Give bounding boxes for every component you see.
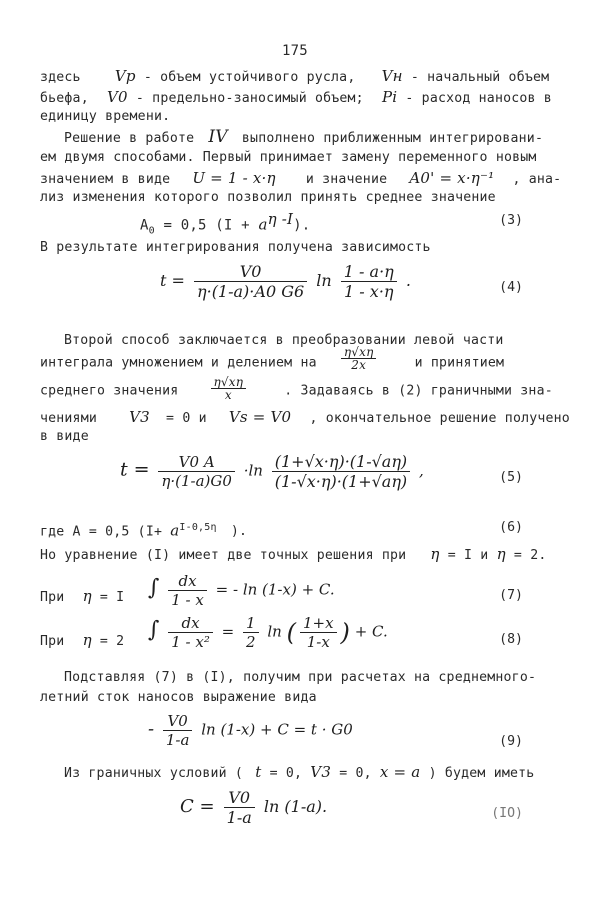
text: интеграла умножением и делением на [40,355,317,371]
text: , окончательное решение получено [309,411,570,426]
text-line [40,89,552,107]
symbol-v0: V0 [106,88,128,106]
eq5-numerator: V0 A [158,453,235,472]
equation-3 [140,211,310,239]
eq8-denominator: 1 - x² [171,633,210,651]
eq7-rhs: = - ln (1-x) + C. [215,580,335,599]
equation-number: (3) [499,213,523,228]
text-line [40,375,553,402]
eq7-numerator: dx [168,572,207,591]
eq8-end: + C. [354,622,388,641]
symbol-eta: η [82,631,92,649]
eq10-fraction [224,788,255,827]
text: - объем устойчивого русла, [143,70,356,85]
text: и значение [305,172,388,187]
text-line: В результате интегрирования получена зависимость [40,240,431,255]
equation-number: (5) [499,470,523,485]
multiplier-numerator: η√xη [341,346,377,359]
text: - расход наносов в [405,91,552,106]
symbol-pi: Pi [381,88,398,106]
eq3-a: a [258,215,268,234]
text: среднего значения [40,383,179,399]
text-line [40,588,124,606]
equation-8 [148,614,388,651]
symbol-eta: η [430,545,440,563]
text-line: лиз изменения которого позволил принять среднее значение [40,190,496,205]
eq8-half-numerator: 1 [243,614,259,633]
eq9-rhs: ln (1-x) + C = t · G0 [201,720,353,739]
eq5-numerator-2: (1+√x·η)·(1-√aη) [272,452,410,472]
text-line [40,170,561,188]
symbol-x-eq-a: x = a [379,763,421,781]
eq8-half [243,614,259,651]
text: чениями [40,411,97,426]
eq8-fraction [168,614,213,651]
text: выполнено приближенным интегрировани- [241,131,544,146]
symbol-vs-expression: Vs = V0 [228,408,292,426]
eq3-mid: = 0,5 (I + [163,217,250,234]
equation-10 [180,788,327,827]
eq4-fraction-1 [194,262,307,301]
eq8-paren-open: ( [286,618,296,647]
eq10-numerator: V0 [224,788,255,808]
eq3-exponent: η -I [267,210,294,228]
text-line: Подставляя (7) в (I), получим при расчетах на среднемного- [64,670,537,685]
text: здесь [40,70,81,85]
average-fraction [211,376,247,401]
text: Но уравнение (I) имеет две точных решения при [40,548,407,563]
eq8-integral: ∫ [148,617,160,643]
multiplier-denominator: 2x [351,358,367,372]
eq5-denominator: η·(1-a)G0 [161,472,232,490]
symbol-vp: Vp [114,67,136,85]
multiplier-fraction [341,346,377,371]
text: Решение в работе [64,131,195,146]
eq8-half-denominator: 2 [246,633,256,651]
text-line [40,520,247,540]
symbol-v3: V3 [310,763,332,781]
eq3-lhs: A [140,217,149,234]
eq9-fraction [163,712,193,749]
eq4-end: . [405,271,411,290]
eq5-fraction-2 [272,452,410,491]
equation-number: (9) [499,734,523,749]
eq9-numerator: V0 [163,712,193,731]
equation-4 [160,262,411,301]
text-line [64,129,543,147]
symbol-v3: V3 [129,408,150,426]
equation-9 [148,712,353,749]
eq3-sub: 0 [148,225,155,237]
text: При [40,590,65,605]
eq4-t: t = [160,271,185,290]
eq3-end: ). [293,217,311,234]
eq7-integral: ∫ [148,575,160,601]
eq10-c: C = [180,796,215,817]
text: ). [230,524,248,540]
symbol-eta: η [82,587,92,605]
eq9-denominator: 1-a [165,731,190,749]
eq4-numerator: V0 [194,262,307,282]
text-line: летний сток наносов выражение вида [40,690,317,705]
text: = 2 [99,634,125,649]
eq4-denominator: η·(1-a)·A0 G6 [197,282,305,301]
text-line [40,409,570,427]
equation-7 [148,572,335,609]
eq9-minus: - [148,718,155,740]
equation-number: (IO) [491,806,523,821]
eq8-paren-fraction [300,614,337,651]
eq8-paren-denominator: 1-x [306,633,330,651]
eq7-denominator: 1 - x [171,591,204,609]
text-line [40,68,549,86]
text: - предельно-заносимый объем; [135,91,364,106]
text-line [64,764,534,782]
eq6-exponent: I-0,5η [179,522,217,533]
eq8-equals: = [221,622,235,641]
text: бьефа, [40,91,89,106]
text-line: единицу времени. [40,109,171,124]
eq6-a: a [170,521,180,540]
text-line: в виде [40,429,89,444]
eq10-rhs: ln (1-a). [263,797,328,816]
eq4-numerator-2: 1 - a·η [341,262,397,282]
eq5-t: t = [120,458,150,481]
text: , ана- [512,172,562,187]
text: = 0 и [166,411,207,426]
text: При [40,634,65,649]
text: где A = 0,5 (I+ [40,524,163,540]
equation-5 [120,452,424,491]
symbol-t: t [255,763,262,781]
eq8-paren-close: ) [340,618,350,647]
text: и принятием [414,355,505,371]
text: Из граничных условий ( [64,766,244,781]
eq8-ln: ln [267,622,282,641]
text: - начальный объем [410,70,550,85]
eq5-ln: ·ln [243,461,263,480]
eq4-fraction-2 [341,262,397,301]
average-numerator: η√xη [211,376,247,389]
equation-number: (7) [499,588,523,603]
equation-number: (8) [499,632,523,647]
text: значением в виде [40,172,171,187]
eq8-numerator: dx [168,614,213,633]
text-line [40,632,124,650]
eq4-denominator-2: 1 - x·η [344,282,394,301]
eq5-end: , [418,461,424,480]
text: = 0, [269,766,303,781]
equation-number: (6) [499,520,523,535]
eq10-denominator: 1-a [226,808,252,827]
equation-number: (4) [499,280,523,295]
eq4-ln: ln [316,271,332,290]
text-line: Второй способ заключается в преобразовании левой части [64,333,504,348]
eq5-denominator-2: (1-√x·η)·(1+√aη) [274,472,408,491]
symbol-a0-expression: A0' = x·η⁻¹ [409,169,495,187]
text-line: ем двумя способами. Первый принимает замену переменного новым [40,150,537,165]
text: = I и [447,548,489,563]
average-denominator: x [224,388,232,402]
symbol-u-expression: U = 1 - x·η [192,169,276,187]
page-number: 175 [282,43,308,59]
symbol-vn: Vн [381,67,403,85]
text: = 2. [513,548,547,563]
eq8-paren-numerator: 1+x [300,614,337,633]
reference-roman: IV [208,127,228,147]
text: ) будем иметь [428,766,535,781]
text: . Задаваясь в (2) граничными зна- [284,383,553,399]
eq5-fraction-1 [158,453,235,490]
text: = I [99,590,125,605]
eq7-fraction [168,572,207,609]
text-line [40,546,546,564]
text: = 0, [339,766,372,781]
symbol-eta: η [496,545,506,563]
